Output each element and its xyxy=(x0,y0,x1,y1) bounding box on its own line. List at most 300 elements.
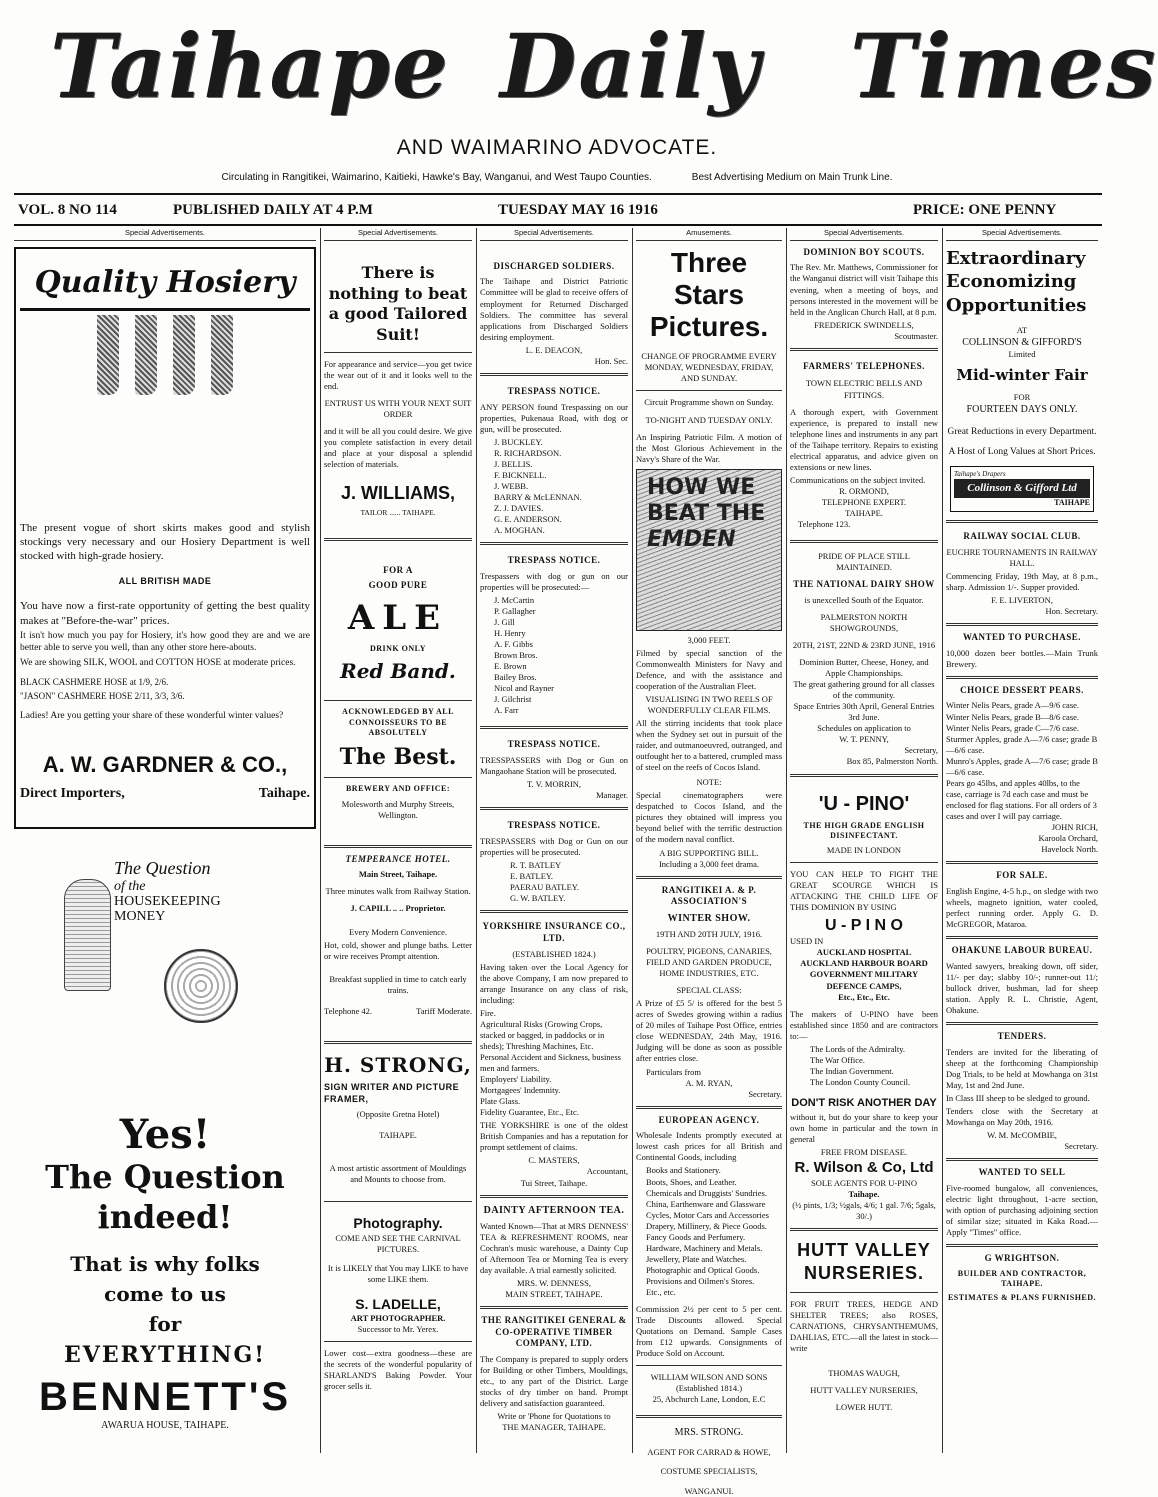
european-para-2: Commission 2½ per cent to 5 per cent. Trade Discounts allowed. Special Quotations on Demand. Sample Cases from £12 upwards. Consignments of Produce Sold on Account. xyxy=(636,1304,782,1359)
farmers-communications: Communications on the subject invited. xyxy=(790,474,926,485)
sharland-ad: Lower cost—extra goodness—these are the secrets of the wonderful popularity of SHARLAND'S Baking Powder. Your grocer sells it. xyxy=(324,1348,472,1392)
upino-makers: The makers of U-PINO have been established since 1850 and are contractors to:— xyxy=(790,1008,938,1041)
folks-line-2: come to us xyxy=(104,1281,226,1306)
column-rule xyxy=(320,228,321,1453)
yorkshire-risk: Fidelity Guarantee, Etc., Etc. xyxy=(480,1107,579,1118)
european-good: Boots, Shoes, and Leather. xyxy=(646,1176,737,1187)
divider xyxy=(324,777,472,778)
maker-client: The War Office. xyxy=(810,1054,865,1065)
liverton-sig-2: Hon. Secretary. xyxy=(1045,605,1098,616)
supporting-drama: Including a 3,000 feet drama. xyxy=(658,858,760,869)
trespass-name: E. Brown xyxy=(494,661,527,672)
yorkshire-heading: YORKSHIRE INSURANCE CO., LTD. xyxy=(482,921,626,943)
rich-sig-2: Karoola Orchard, xyxy=(1038,833,1098,844)
pears-item: Winter Nelis Pears, grade B—8/6 case. xyxy=(946,711,1080,722)
hosiery-title: Quality Hosiery xyxy=(34,264,296,300)
pride-of-place: PRIDE OF PLACE STILL MAINTAINED. xyxy=(818,551,910,573)
labour-bureau-heading: OHAKUNE LABOUR BUREAU. xyxy=(951,945,1093,955)
limited: Limited xyxy=(1008,348,1036,359)
circulation-text: Circulating in Rangitikei, Waimarino, Kaitieki, Hawke's Bay, Wanganui, and West Taupo Counties. xyxy=(221,172,652,183)
european-good: Fancy Goods and Perfumery. xyxy=(646,1231,746,1242)
column-4 xyxy=(636,228,782,1496)
used-in-item: AUCKLAND HOSPITAL xyxy=(816,947,912,958)
trespass-name: J. Gill xyxy=(494,616,515,627)
aandp-heading: RANGITIKEI A. & P. ASSOCIATION'S xyxy=(661,884,757,907)
circulation-line xyxy=(0,172,1114,183)
best-medium-text: Best Advertising Medium on Main Trunk Line. xyxy=(691,172,893,183)
european-good: Cycles, Motor Cars and Accessories xyxy=(646,1209,769,1220)
european-good: China, Earthenware and Glassware xyxy=(646,1198,766,1209)
farmers-telephones-heading: FARMERS' TELEPHONES. xyxy=(803,360,925,371)
divider xyxy=(324,845,472,848)
emden-film-illustration xyxy=(636,469,782,631)
column-5 xyxy=(790,228,938,1453)
trespass-1-heading: TRESPASS NOTICE. xyxy=(507,385,601,396)
hosiery-pay: It isn't how much you pay for Hosiery, it's how good they are and we are better able to serve you well, than any other store here-abouts. xyxy=(20,630,310,654)
strong-mouldings: A most artistic assortment of Mouldings and Mounts to choose from. xyxy=(329,1163,467,1185)
likely-text: It is LIKELY that You may LIKE to have some LIKE them. xyxy=(327,1262,469,1284)
ale-drink-only: DRINK ONLY xyxy=(369,644,427,654)
wanted-sell-heading: WANTED TO SELL xyxy=(978,1167,1066,1178)
upino-sub-2: MADE IN LONDON xyxy=(826,845,902,856)
used-in-item: GOVERNMENT MILITARY DEFENCE CAMPS, xyxy=(809,969,919,991)
european-good: Provisions and Oilmen's Stores. xyxy=(646,1275,755,1286)
trespass-name: J. BELLIS. xyxy=(494,458,533,469)
wanted-sell-para: Five-roomed bungalow, all conveniences, electric light throughout, 1-acre section, with option of purchasing adjoining section of similar size; situated in Kaka Road.—Apply "Times" office. xyxy=(946,1182,1098,1237)
pears-item: Winter Nelis Pears, grade A—9/6 case. xyxy=(946,700,1080,711)
strong-town: TAIHAPE. xyxy=(379,1130,417,1141)
dairy-gathering: The great gathering ground for all classes of the community. xyxy=(793,679,935,701)
note-para: Special cinematographers were despatched to Cocos Island, and the pictures they obtained will impress you beyond belief with the terrific destruction of the modern naval conflict. xyxy=(636,790,782,845)
trespass-3-heading: TRESPASS NOTICE. xyxy=(507,739,601,750)
divider xyxy=(324,352,472,353)
pears-item: Munro's Apples, grade A—7/6 case; grade B—6/6 case. xyxy=(946,755,1098,777)
column-rule xyxy=(632,228,633,1453)
gardner-town: Taihape. xyxy=(258,786,310,802)
discharged-para: The Taihape and District Patriotic Committee will be glad to receive offers of employment for Returned Discharged Soldiers. The committee has several applications from Discharged Soldiers desiring employment. xyxy=(480,276,628,342)
masthead-subtitle: AND WAIMARINO ADVOCATE. xyxy=(396,136,718,159)
dainty-para: Wanted Known—That at MRS DENNESS' TEA & REFRESHMENT ROOMS, near Cochran's music warehouse, a Dainty Cup of Afternoon Tea or Morning Tea is every day available. A trial earnestly solicited. xyxy=(480,1220,628,1275)
european-good: Etc., etc. xyxy=(646,1287,676,1297)
divider xyxy=(480,373,628,376)
yorkshire-risks xyxy=(480,1008,628,1118)
circuit-programme: Circuit Programme shown on Sunday. xyxy=(644,397,774,408)
hutt-heading-2: NURSERIES. xyxy=(803,1263,925,1284)
ladelle-successor: Successor to Mr. Yerex. xyxy=(357,1323,439,1334)
column-6 xyxy=(946,228,1098,1453)
trespass-3-sig-1: T. V. MORRIN, xyxy=(526,779,582,790)
trespass-name: J. BUCKLEY. xyxy=(494,436,543,447)
divider xyxy=(790,862,938,863)
dairy-championships: Dominion Butter, Cheese, Honey, and Apple Championships. xyxy=(799,657,929,679)
gardner-importers-line xyxy=(20,785,310,803)
yorkshire-sig-2: Accountant, xyxy=(586,1166,628,1177)
trespass-name: E. BATLEY. xyxy=(510,871,554,882)
wilson-sons: WILLIAM WILSON AND SONS xyxy=(650,1372,768,1383)
ladelle-art: ART PHOTOGRAPHER. xyxy=(350,1312,446,1323)
divider xyxy=(946,1022,1098,1025)
costume-specialists: COSTUME SPECIALISTS, xyxy=(660,1466,758,1477)
trespass-name: J. WEBB. xyxy=(494,480,529,491)
date-bar xyxy=(18,200,1102,224)
divider xyxy=(480,807,628,810)
penny-sig-2: Secretary, xyxy=(904,745,938,756)
tailor-para-1: For appearance and service—you get twice the wear out of it and it looks well to the end. xyxy=(324,358,472,392)
inspiring-film: An Inspiring Patriotic Film. A motion of the Most Glorious Achievement in the Navy's Share of the War. xyxy=(636,431,782,464)
collinson-logo xyxy=(950,466,1094,512)
divider xyxy=(480,542,628,545)
yorkshire-risk: Fire. xyxy=(480,1007,496,1018)
penny-sig-3: Box 85, Palmerston North. xyxy=(846,756,938,767)
trespass-name: J. McCartin xyxy=(494,594,535,605)
upino-help: YOU CAN HELP TO FIGHT THE GREAT SCOURGE WHICH IS ATTACKING THE CHILD LIFE OF THIS DOMINION BY USING xyxy=(790,869,938,913)
yorkshire-risk: Agricultural Risks (Growing Crops, stacked or bagged, in paddocks or in sheds); Threshing Machines, Etc. xyxy=(480,1018,605,1051)
stocking-icon xyxy=(173,315,195,395)
european-good: Hardware, Machinery and Metals. xyxy=(646,1242,763,1253)
used-in-item: Etc., Etc., Etc. xyxy=(838,991,890,1002)
williams-sig: TAILOR ...... TAIHAPE. xyxy=(360,507,436,517)
three-stars-heading: Three Stars xyxy=(670,246,748,310)
ale-acknowledged: ACKNOWLEDGED BY ALL CONNOISSEURS TO BE ABSOLUTELY xyxy=(342,707,454,738)
wanganui: WANGANUI. xyxy=(684,1485,734,1496)
note-heading: NOTE: xyxy=(696,777,722,788)
coins-illustration xyxy=(164,949,238,1023)
mccombie-sig-1: W. M. McCOMBIE, xyxy=(987,1129,1057,1140)
ormond-sig-3: TAIHAPE. xyxy=(845,507,883,518)
trespass-name: R. RICHARDSON. xyxy=(494,447,562,458)
maker-client: The Indian Government. xyxy=(810,1065,894,1076)
mccombie-sig-2: Secretary. xyxy=(1064,1140,1098,1151)
gardner-name: A. W. GARDNER & CO., xyxy=(42,751,288,777)
divider xyxy=(480,910,628,913)
yorkshire-established: (ESTABLISHED 1824.) xyxy=(512,948,596,959)
strong-sign: SIGN WRITER AND PICTURE FRAMER, xyxy=(324,1081,460,1104)
tenders-heading: TENDERS. xyxy=(997,1030,1047,1041)
divider xyxy=(790,348,938,351)
change-programme: CHANGE OF PROGRAMME EVERY MONDAY, WEDNESDAY, FRIDAY, AND SUNDAY. xyxy=(641,351,777,384)
trespass-4-heading: TRESPASS NOTICE. xyxy=(507,820,601,831)
ormond-telephone: Telephone 123. xyxy=(798,519,851,530)
issue-date: TUESDAY MAY 16 1916 xyxy=(498,202,658,218)
timber-heading: THE RANGITIKEI GENERAL & CO-OPERATIVE TIMBER COMPANY, LTD. xyxy=(481,1314,627,1349)
trespass-name: P. Gallagher xyxy=(494,605,536,616)
date-rule xyxy=(14,224,1102,226)
hutt-fruit: FOR FRUIT TREES, HEDGE AND SHELTER TREES; also ROSES, CARNATIONS, CHRYSANTHEMUMS, DAHLIAS, ETC.—all the latest in stock—write xyxy=(790,1298,938,1354)
brewery-heading: BREWERY AND OFFICE: xyxy=(345,784,451,794)
wanted-purchase-heading: WANTED TO PURCHASE. xyxy=(963,632,1081,642)
pears-item: Winter Nelis Pears, grade C—7/6 case. xyxy=(946,722,1080,733)
column-rule xyxy=(786,228,787,1453)
ryan-sig-1: A. M. RYAN, xyxy=(685,1077,733,1088)
trespass-name: R. T. BATLEY xyxy=(510,860,562,871)
european-good: Jewellery, Plate and Watches. xyxy=(646,1253,747,1264)
volume-number: VOL. 8 NO 114 xyxy=(18,202,117,218)
photography-heading: Photography. xyxy=(353,1215,443,1232)
farmers-para: A thorough expert, with Government experience, is prepared to install new telephone lines and instruments in any part of the Taihape territory. Repairs to existing electrical apparatus, and advice given on extensions or new lines. xyxy=(790,406,938,472)
european-goods-list xyxy=(636,1165,782,1298)
wilson-established: (Established 1814.) xyxy=(675,1383,743,1394)
discharged-heading: DISCHARGED SOLDIERS. xyxy=(493,260,615,271)
temperance-tariff: Tariff Moderate. xyxy=(416,1005,472,1016)
yorkshire-para-2: THE YORKSHIRE is one of the oldest British Companies and has a reputation for prompt settlement of claims. xyxy=(480,1120,628,1153)
european-para-1: Wholesale Indents promptly executed at lowest cash prices for all British and Continental Goods, including xyxy=(636,1130,782,1163)
wanted-purchase-para: 10,000 dozen beer bottles.—Main Trunk Brewery. xyxy=(946,647,1098,669)
temperance-heading: TEMPERANCE HOTEL. xyxy=(345,853,451,864)
pears-item: Pears go 45lbs, and apples 40lbs, to the case, carriage is 7d each case and must be enclosed for flag stations. For all orders of 3 cases and over I will pay carriage. xyxy=(946,777,1097,821)
temperance-proprietor: J. CAPILL .. .. Proprietor. xyxy=(350,903,446,914)
logo-name: Collinson & Gifford Ltd xyxy=(954,479,1090,497)
free-from-disease: FREE FROM DISEASE. xyxy=(820,1147,908,1158)
wilson-address: 25, Abchurch Lane, London, E.C xyxy=(652,1394,766,1405)
sole-agents-town: Taihape. xyxy=(848,1188,880,1199)
divider xyxy=(636,1415,782,1418)
scouts-para: The Rev. Mr. Matthews, Commissioner for the Wanganui district will visit Taihape this evening, when a meeting of boys, and persons interested in the movement will be held in the Anglican Church Hall, at 8 p.m. xyxy=(790,262,938,317)
divider xyxy=(946,623,1098,626)
yorkshire-risk: Employers' Liability. xyxy=(480,1074,552,1085)
ryan-sig-2: Secretary. xyxy=(748,1088,782,1099)
trespass-name: G. E. ANDERSON. xyxy=(494,513,562,524)
emden-line-3: EMDEN xyxy=(647,526,736,552)
stocking-icon xyxy=(211,315,233,395)
divider xyxy=(636,1365,782,1366)
trespass-name: F. BICKNELL. xyxy=(494,469,547,480)
timber-para: The Company is prepared to supply orders for Building or other Timbers, Mouldings, etc., to any part of the District. Large stocks of dry timber on hand. Prompt delivery and satisfaction guaranteed. xyxy=(480,1353,628,1409)
fourteen-days: FOURTEEN DAYS ONLY. xyxy=(966,403,1078,415)
host-of-values: A Host of Long Values at Short Prices. xyxy=(948,446,1096,457)
yorkshire-para-1: Having taken over the Local Agency for the above Company, I am now prepared to arrange Insurance on any class of risk, including: xyxy=(480,961,628,1005)
temperance-walk: Three minutes walk from Railway Station. xyxy=(325,886,471,897)
trespass-name: BARRY & McLENNAN. xyxy=(494,491,582,502)
trespass-4-para: TRESPASSERS with Dog or Gun on our properties will be prosecuted. xyxy=(480,835,628,857)
great-reductions: Great Reductions in every Department. xyxy=(947,426,1097,437)
divider xyxy=(324,1201,472,1202)
for-text: FOR xyxy=(1013,391,1031,402)
maker-client: The London County Council. xyxy=(810,1076,911,1087)
tenders-para-1: Tenders are invited for the liberating of sheep at the forthcoming Championship Dog Trials, to be held at Mowhanga on 31st May, 1st and 2nd June. xyxy=(946,1046,1098,1090)
ale-good-pure: GOOD PURE xyxy=(368,580,428,591)
the-question-heading: The Question xyxy=(45,1157,285,1196)
dairy-schedules: Schedules on application to xyxy=(817,723,911,734)
ale-heading: ALE xyxy=(347,597,449,638)
trespass-1-para: ANY PERSON found Trespassing on our properties, Pukenaua Road, with dog or gun, will be prosecuted. xyxy=(480,401,628,434)
pears-list xyxy=(946,700,1098,822)
divider xyxy=(790,540,938,543)
tailor-para-2: and it will be all you could desire. We give you complete satisfaction in every detail and place at your disposal a splendid selection of materials. xyxy=(324,426,472,470)
european-good: Photographic and Optical Goods. xyxy=(646,1264,760,1275)
farmers-sub: TOWN ELECTRIC BELLS AND FITTINGS. xyxy=(805,378,923,400)
woman-with-purse-illustration xyxy=(64,879,111,991)
column-2 xyxy=(324,228,472,1453)
question-line-2: of the xyxy=(114,878,146,894)
column-heading: Special Advertisements. xyxy=(790,228,938,241)
gardner-hosiery-ad xyxy=(14,247,316,829)
labour-bureau-para: Wanted sawyers, breaking down, off sider, 11/- per day; slabby 10/-; runner-out 11/; bullock driver, bushman, lad for sheep station. Apply R. L. Christie, Agent, Ohakune. xyxy=(946,960,1098,1015)
scouts-sig-2: Scoutmaster. xyxy=(894,330,938,341)
bennetts-name: BENNETT'S xyxy=(38,1374,292,1419)
strong-name: H. STRONG, xyxy=(324,1052,472,1077)
used-in-list xyxy=(790,947,938,1002)
question-line-1: The Question xyxy=(114,857,211,878)
published-daily: PUBLISHED DAILY AT 4 P.M xyxy=(173,202,373,218)
yorkshire-sig-3: Tui Street, Taihape. xyxy=(520,1177,588,1188)
masthead xyxy=(0,0,1158,195)
stocking-icon xyxy=(135,315,157,395)
euchre-tournaments: EUCHRE TOURNAMENTS IN RAILWAY HALL. xyxy=(946,546,1098,568)
scouts-heading: DOMINION BOY SCOUTS. xyxy=(803,246,925,257)
ladelle-name: S. LADELLE, xyxy=(355,1295,441,1312)
awarua-house: AWARUA HOUSE, TAIHAPE. xyxy=(101,1419,229,1431)
palmerston-showgrounds: PALMERSTON NORTH SHOWGROUNDS, xyxy=(820,611,908,633)
question-line-3: HOUSEKEEPING xyxy=(114,893,221,909)
opportunities: Opportunities xyxy=(946,294,1087,316)
cashmere-2: "JASON" CASHMERE HOSE 2/11, 3/3, 3/6. xyxy=(20,690,185,701)
column-1 xyxy=(14,228,316,1453)
column-heading: Amusements. xyxy=(636,228,782,241)
hutt-heading-1: HUTT VALLEY xyxy=(797,1240,931,1261)
divider xyxy=(790,1292,938,1293)
question-heading xyxy=(114,859,221,925)
for-sale-heading: FOR SALE. xyxy=(996,870,1048,881)
rich-sig-3: Havelock North. xyxy=(1041,844,1098,855)
question-line-4: MONEY xyxy=(114,909,166,925)
dainty-sig-1: MRS. W. DENNESS, xyxy=(517,1277,591,1288)
trespass-name: G. W. BATLEY. xyxy=(510,893,566,904)
sole-agents: SOLE AGENTS FOR U-PINO xyxy=(810,1177,918,1188)
pears-heading: CHOICE DESSERT PEARS. xyxy=(960,684,1084,695)
hutt-sig: HUTT VALLEY NURSERIES, xyxy=(810,1385,918,1396)
folks-line-1: That is why folks xyxy=(70,1251,260,1276)
temperance-telephone: Telephone 42. xyxy=(324,1005,373,1016)
trespass-2-para: Trespassers with dog or gun on our properties will be prosecuted:— xyxy=(480,570,628,592)
trespass-name: A. MOGHAN. xyxy=(494,525,545,536)
column-heading: Special Advertisements. xyxy=(14,228,316,241)
trespass-2-heading: TRESPASS NOTICE. xyxy=(507,555,601,566)
hosiery-opportunity: You have now a first-rate opportunity of getting the best quality makes at "Before-the-war" prices. xyxy=(20,600,310,627)
upino-without: without it, but do your share to keep your own home in particular and the town in general xyxy=(790,1112,938,1145)
issue-price: PRICE: ONE PENNY xyxy=(913,202,1057,218)
european-agency-heading: EUROPEAN AGENCY. xyxy=(658,1114,760,1125)
column-heading: Special Advertisements. xyxy=(480,228,628,241)
supporting-bill: A BIG SUPPORTING BILL. xyxy=(659,847,759,858)
logo-town: TAIHAPE xyxy=(1054,497,1090,507)
column-3 xyxy=(480,228,628,1453)
scouts-sig-1: FREDERICK SWINDELLS, xyxy=(814,319,914,330)
dairy-dates: 20TH, 21ST, 22ND & 23RD JUNE, 1916 xyxy=(792,639,936,650)
indeed-heading: indeed! xyxy=(97,1197,233,1236)
hutt-waugh: THOMAS WAUGH, xyxy=(828,1368,900,1379)
carnival-pictures: COME AND SEE THE CARNIVAL PICTURES. xyxy=(335,1232,461,1254)
brewery-address: Molesworth and Murphy Streets, Wellington. xyxy=(341,798,455,820)
red-band-heading: Red Band. xyxy=(340,659,456,684)
maker-client: The Lords of the Admiralty. xyxy=(810,1043,906,1054)
trespass-name: J. Gilchrist xyxy=(494,694,532,705)
the-best-heading: The Best. xyxy=(339,743,457,770)
temperance-convenience: Every Modern Convenience. xyxy=(349,926,447,937)
divider xyxy=(480,1306,628,1309)
european-good: Chemicals and Druggists' Sundries. xyxy=(646,1187,767,1198)
divider xyxy=(790,774,938,777)
divider xyxy=(480,726,628,729)
makers-list xyxy=(790,1044,938,1088)
trespass-2-names xyxy=(480,595,628,717)
midwinter-fair: Mid-winter Fair xyxy=(956,366,1088,385)
winter-dates: 19TH AND 20TH JULY, 1916. xyxy=(655,929,763,939)
liverton-sig-1: F. E. LIVERTON, xyxy=(991,594,1053,605)
filmed-sanction: Filmed by special sanction of the Commonwealth Ministers for Navy and Defence, and with the assistance and cooperation of the Australian Fleet. xyxy=(636,647,782,691)
top-rule xyxy=(14,193,1102,195)
stocking-icon xyxy=(97,315,119,395)
masthead-times: Times xyxy=(850,14,1158,118)
unexcelled: is unexcelled South of the Equator. xyxy=(804,594,924,605)
special-class: SPECIAL CLASS: xyxy=(676,985,742,996)
divider xyxy=(946,861,1098,864)
masthead-taihape: Taihape xyxy=(50,14,451,118)
upino-heading: 'U - PINO' xyxy=(818,792,910,815)
dairy-show: THE NATIONAL DAIRY SHOW xyxy=(793,579,935,590)
particulars-from: Particulars from xyxy=(646,1066,701,1077)
divider xyxy=(790,1228,938,1231)
emden-line-2: BEAT THE xyxy=(647,500,766,526)
temperance-footer xyxy=(324,1006,472,1017)
divider xyxy=(636,390,782,391)
european-good: Drapery, Millinery, & Piece Goods. xyxy=(646,1220,767,1231)
divider xyxy=(324,538,472,541)
trespass-name: Bailey Bros. xyxy=(494,672,537,683)
pears-item: Sturmer Apples, grade A—7/6 case; grade B—6/6 case. xyxy=(946,733,1098,755)
pictures-heading: Pictures. xyxy=(649,311,769,343)
ale-for-a: FOR A xyxy=(383,564,413,575)
timber-manager: THE MANAGER, TAIHAPE. xyxy=(502,1422,606,1433)
winter-show: WINTER SHOW. xyxy=(667,913,751,924)
tailor-heading: There is nothing to beat a good Tailored Suit! xyxy=(328,262,468,345)
cashmere-1: BLACK CASHMERE HOSE at 1/9, 2/6. xyxy=(20,676,169,687)
yes-heading: Yes! xyxy=(119,1110,211,1158)
estimates-plans: ESTIMATES & PLANS FURNISHED. xyxy=(947,1293,1097,1303)
temperance-street: Main Street, Taihape. xyxy=(358,869,438,880)
trespass-name: H. Henry xyxy=(494,627,526,638)
all-british: ALL BRITISH MADE xyxy=(118,575,212,586)
upino-prices: (½ pints, 1/3; ½gals, 4/6; 1 gal. 7/6; 5gals, 30/.) xyxy=(792,1200,936,1222)
divider xyxy=(324,1041,472,1044)
railway-club-heading: RAILWAY SOCIAL CLUB. xyxy=(963,531,1081,542)
divider xyxy=(946,520,1098,523)
european-good: Books and Stationery. xyxy=(646,1165,721,1176)
used-in-item: AUCKLAND HARBOUR BOARD xyxy=(800,958,928,969)
hosiery-vogue: The present vogue of short skirts makes good and stylish stockings very necessary and our Hosiery Department is well stocked with high-grade hosiery. xyxy=(20,521,310,563)
everything-heading: EVERYTHING! xyxy=(64,1341,266,1368)
collinson-gifford: COLLINSON & GIFFORD'S xyxy=(962,336,1082,348)
wilson-co: R. Wilson & Co, Ltd xyxy=(794,1159,934,1177)
dairy-entries: Space Entries 30th April, General Entries 3rd June. xyxy=(793,701,935,723)
williams-name: J. WILLIAMS, xyxy=(341,483,455,504)
tenders-para-2: In Class III sheep to be sledged to ground. xyxy=(946,1092,1090,1103)
trespass-name: Nicol and Rayner xyxy=(494,683,554,694)
divider xyxy=(480,1195,628,1198)
lower-hutt: LOWER HUTT. xyxy=(835,1402,893,1413)
dont-risk: DON'T RISK ANOTHER DAY xyxy=(791,1096,937,1109)
trespass-3-para: TRESSPASSERS with Dog or Gun on Mangaohane Station will be prosecuted. xyxy=(480,755,628,777)
film-length: 3,000 FEET. xyxy=(687,634,731,645)
trespass-name: PAERAU BATLEY. xyxy=(510,882,579,893)
masthead-daily: Daily xyxy=(500,14,762,118)
trespass-name: A. Farr xyxy=(494,705,519,716)
hosiery-showing: We are showing SILK, WOOL and COTTON HOSE at moderate prices. xyxy=(20,657,296,668)
discharged-sig-1: L. E. DEACON, xyxy=(525,344,583,355)
builder-contractor: BUILDER AND CONTRACTOR, TAIHAPE. xyxy=(957,1268,1087,1289)
tailor-entrust: ENTRUST US WITH YOUR NEXT SUIT ORDER xyxy=(324,398,472,420)
upino-heading-2: U - P I N O xyxy=(825,916,903,934)
rich-sig-1: JOHN RICH, xyxy=(1051,821,1098,832)
